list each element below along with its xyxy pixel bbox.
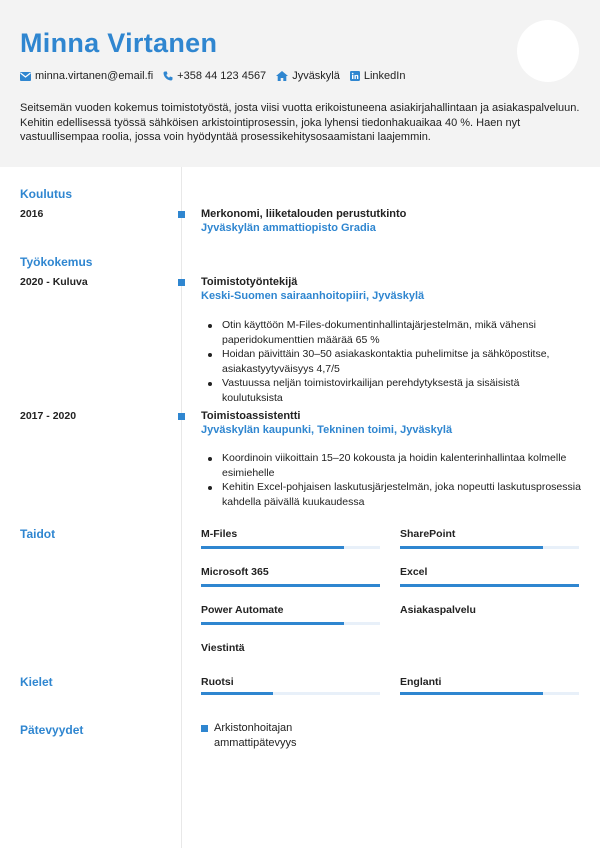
skill-bar-fill (201, 546, 344, 549)
profile-photo-placeholder (517, 20, 579, 82)
language-name: Ruotsi (201, 676, 234, 688)
timeline-marker (178, 279, 185, 286)
envelope-icon (20, 72, 31, 81)
skill-bar (400, 546, 579, 549)
linkedin-icon (350, 71, 360, 81)
contact-phone[interactable] (163, 70, 266, 82)
section-heading-experience: Työkokemus (20, 255, 93, 269)
linkedin-text: LinkedIn (363, 70, 406, 82)
language-bar (400, 692, 579, 695)
skill-name: Asiakaspalvelu (400, 604, 476, 616)
skill-bar (400, 584, 579, 587)
skill-bar-fill (400, 546, 543, 549)
section-heading-languages: Kielet (20, 675, 53, 689)
skill-name: SharePoint (400, 528, 456, 540)
list-item: Koordinoin viikoittain 15–20 kokousta ja hoidin kalenterinhallintaa kolmelle esimiehelle (203, 451, 583, 480)
section-heading-skills: Taidot (20, 527, 56, 541)
contact-row (20, 69, 415, 83)
contact-location (276, 70, 340, 82)
timeline-divider (181, 167, 182, 848)
language-bar-fill (400, 692, 543, 695)
language-bar (201, 692, 380, 695)
job-date: 2017 - 2020 (20, 410, 77, 422)
contact-linkedin[interactable] (350, 70, 406, 82)
language-name: Englanti (400, 676, 442, 688)
certification-marker (201, 725, 208, 732)
phone-icon (163, 71, 173, 81)
skill-bar (201, 584, 380, 587)
phone-text: +358 44 123 4567 (177, 70, 267, 82)
list-item: Otin käyttöön M-Files-dokumentinhallintajärjestelmän, mikä vähensi paperidokumenttien määrää 65 % (203, 318, 583, 347)
timeline-marker (178, 211, 185, 218)
certification-item: Arkistonhoitajan ammattipätevyys (214, 722, 297, 749)
job-achievements (203, 318, 583, 405)
timeline-marker (178, 413, 185, 420)
section-heading-education: Koulutus (20, 187, 72, 201)
education-school: Jyväskylän ammattiopisto Gradia (201, 222, 376, 234)
skill-bar-fill (201, 584, 380, 587)
education-degree: Merkonomi, liiketalouden perustutkinto (201, 208, 407, 220)
skill-name: Microsoft 365 (201, 566, 269, 578)
list-item: Hoidan päivittäin 30–50 asiakaskontaktia puhelimitse ja sähköpostitse, asiakastyytyväisyys 4,7/5 (203, 347, 583, 376)
job-date: 2020 - Kuluva (20, 276, 88, 288)
skill-name: Viestintä (201, 642, 245, 654)
list-item: Kehitin Excel-pohjaisen laskutusjärjestelmän, joka nopeutti laskutusprosessia kahdella päivällä kuukaudessa (203, 480, 583, 509)
skill-bar-fill (400, 584, 579, 587)
job-achievements (203, 451, 583, 509)
skill-bar (201, 546, 380, 549)
location-text: Jyväskylä (292, 70, 340, 82)
job-employer: Jyväskylän kaupunki, Tekninen toimi, Jyväskylä (201, 424, 453, 436)
candidate-name: Minna Virtanen (20, 28, 218, 58)
job-title: Toimistotyöntekijä (201, 276, 298, 288)
skill-name: Power Automate (201, 604, 284, 616)
skill-bar-fill (201, 622, 344, 625)
skill-name: M-Files (201, 528, 238, 540)
profile-summary: Seitsemän vuoden kokemus toimistotyöstä, josta viisi vuotta erikoistuneena asiakirjahallintaan ja asiakaspalveluun. Kehitin edellisessä työssä sähköisen arkistointiprosessin, joka lyhensi tiedonhakuaikaa 40 %. Haen nyt vastuullisempaa roolia, jossa voin hyödyntää prosessikehitysosaamistani laajemmin. (20, 102, 580, 143)
header-band (0, 0, 600, 167)
contact-email[interactable] (20, 70, 153, 82)
job-title: Toimistoassistentti (201, 410, 301, 422)
home-icon (276, 71, 288, 81)
section-heading-certifications: Pätevyydet (20, 723, 84, 737)
skill-name: Excel (400, 566, 428, 578)
job-employer: Keski-Suomen sairaanhoitopiiri, Jyväskylä (201, 290, 425, 302)
education-date: 2016 (20, 208, 44, 220)
skill-bar (201, 622, 380, 625)
list-item: Vastuussa neljän toimistovirkailijan perehdytyksestä ja sisäisistä koulutuksista (203, 376, 583, 405)
language-bar-fill (201, 692, 273, 695)
email-text: minna.virtanen@email.fi (35, 70, 154, 82)
